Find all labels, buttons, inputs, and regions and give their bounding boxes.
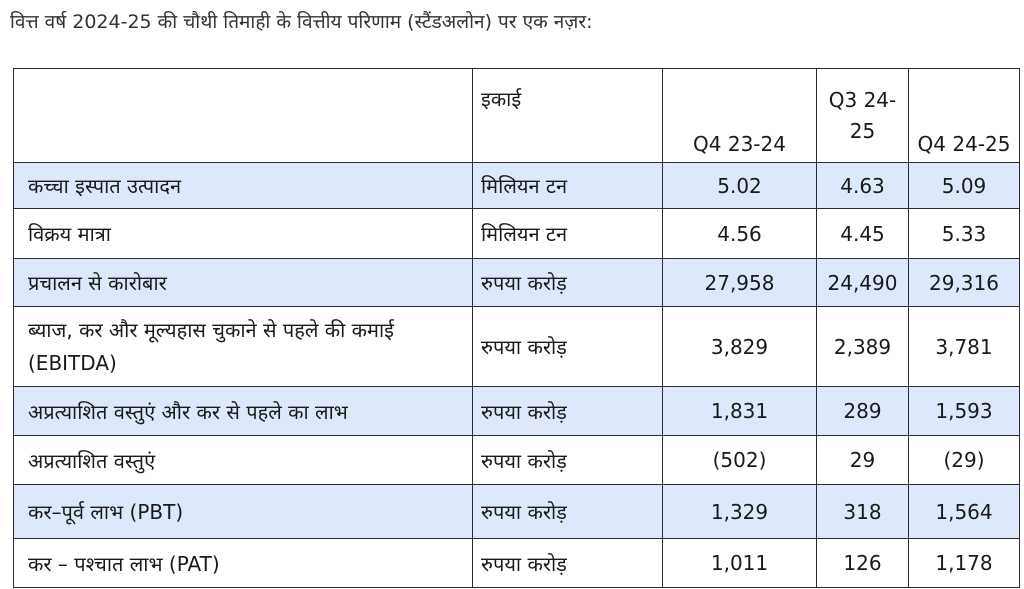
row-q3-cur: 29 <box>817 436 909 485</box>
header-q4-cur: Q4 24-25 <box>909 69 1020 163</box>
row-q4-prev: 27,958 <box>663 259 817 307</box>
row-q3-cur: 2,389 <box>817 307 909 387</box>
row-q4-cur: 1,564 <box>909 485 1020 539</box>
row-q3-cur: 4.63 <box>817 163 909 209</box>
row-unit: रुपया करोड़ <box>473 387 663 436</box>
row-metric: कर–पूर्व लाभ (PBT) <box>14 485 473 539</box>
row-q4-prev: 5.02 <box>663 163 817 209</box>
table-row <box>14 387 1020 436</box>
row-metric: विक्रय मात्रा <box>14 209 473 259</box>
row-q4-cur: 3,781 <box>909 307 1020 387</box>
row-q4-prev: 1,831 <box>663 387 817 436</box>
table-row <box>14 307 1020 387</box>
row-unit: रुपया करोड़ <box>473 307 663 387</box>
row-unit: रुपया करोड़ <box>473 436 663 485</box>
row-q4-cur: (29) <box>909 436 1020 485</box>
row-q4-cur: 5.09 <box>909 163 1020 209</box>
table-row <box>14 539 1020 588</box>
row-q3-cur: 289 <box>817 387 909 436</box>
row-unit: रुपया करोड़ <box>473 259 663 307</box>
header-q4-prev: Q4 23-24 <box>663 69 817 163</box>
table-row <box>14 436 1020 485</box>
row-unit: मिलियन टन <box>473 163 663 209</box>
row-unit: रुपया करोड़ <box>473 485 663 539</box>
row-q4-prev: (502) <box>663 436 817 485</box>
financial-results-table <box>13 68 1020 588</box>
row-unit: मिलियन टन <box>473 209 663 259</box>
row-metric: ब्याज, कर और मूल्यहास चुकाने से पहले की कमाई (EBITDA) <box>14 307 473 387</box>
row-q4-prev: 1,329 <box>663 485 817 539</box>
row-q3-cur: 126 <box>817 539 909 588</box>
table-row <box>14 485 1020 539</box>
row-metric: अप्रत्याशित वस्तुएं <box>14 436 473 485</box>
row-metric: कर – पश्चात लाभ (PAT) <box>14 539 473 588</box>
row-metric: अप्रत्याशित वस्तुएं और कर से पहले का लाभ <box>14 387 473 436</box>
row-q4-cur: 5.33 <box>909 209 1020 259</box>
row-q4-cur: 1,593 <box>909 387 1020 436</box>
table-row <box>14 209 1020 259</box>
page-title: वित्त वर्ष 2024-25 की चौथी तिमाही के वित्तीय परिणाम (स्टैंडअलोन) पर एक नज़र: <box>10 11 593 33</box>
header-unit: इकाई <box>473 69 663 163</box>
row-q4-cur: 1,178 <box>909 539 1020 588</box>
row-q4-prev: 1,011 <box>663 539 817 588</box>
row-q3-cur: 318 <box>817 485 909 539</box>
row-q4-prev: 3,829 <box>663 307 817 387</box>
table-row <box>14 259 1020 307</box>
header-q3-cur: Q3 24-25 <box>817 69 909 163</box>
row-unit: रुपया करोड़ <box>473 539 663 588</box>
table-row <box>14 163 1020 209</box>
table-header-row <box>14 69 1020 163</box>
row-metric: प्रचालन से कारोबार <box>14 259 473 307</box>
row-q3-cur: 24,490 <box>817 259 909 307</box>
row-q4-cur: 29,316 <box>909 259 1020 307</box>
row-q4-prev: 4.56 <box>663 209 817 259</box>
row-q3-cur: 4.45 <box>817 209 909 259</box>
row-metric: कच्चा इस्पात उत्पादन <box>14 163 473 209</box>
header-metric <box>14 69 473 163</box>
